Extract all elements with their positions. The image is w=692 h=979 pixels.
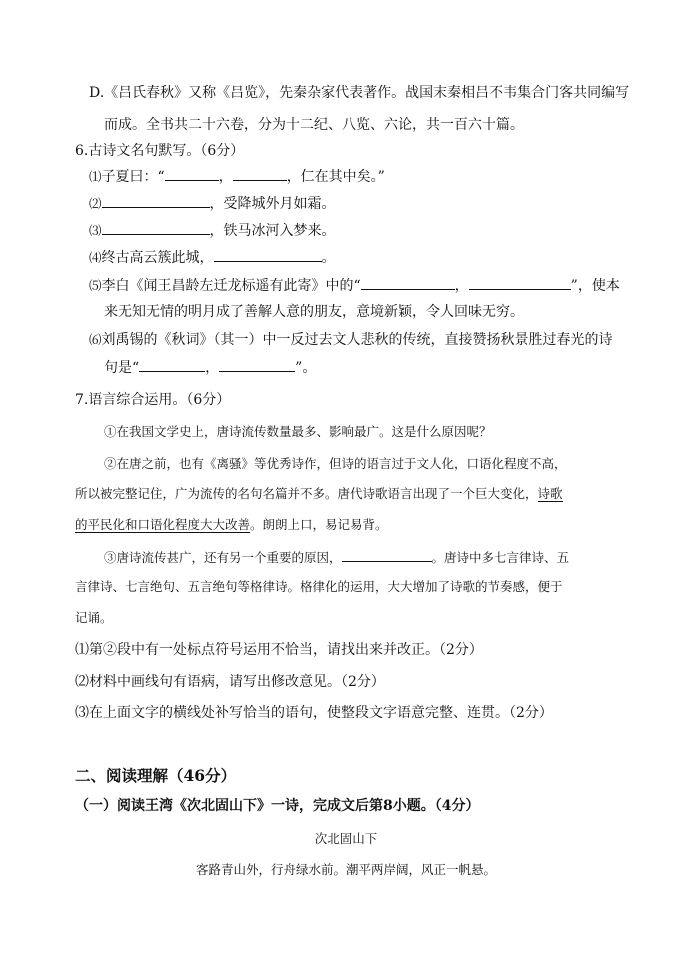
q7-para1: ①在我国文学史上，唐诗流传数量最多、影响最广。这是什么原因呢？ bbox=[104, 424, 492, 439]
answer-blank[interactable] bbox=[233, 166, 287, 181]
q7-para2-line1: ②在唐之前，也有《离骚》等优秀诗作，但诗的语言过于文人化，口语化程度不高， bbox=[104, 456, 567, 471]
q6-item3-num: ⑶ bbox=[89, 223, 102, 238]
q6-item5 bbox=[89, 275, 620, 296]
q6-title: 6.古诗文名句默写。（6分） bbox=[75, 143, 245, 159]
answer-blank[interactable] bbox=[102, 220, 210, 235]
q7-para3-post: 。唐诗中多七言律诗、五 bbox=[431, 550, 570, 565]
answer-blank[interactable] bbox=[102, 193, 210, 208]
underlined-sentence: 诗歌 bbox=[537, 486, 563, 501]
q6-item1-pre: 子夏曰：“ bbox=[101, 169, 165, 185]
q7-para2-line2 bbox=[75, 484, 563, 504]
q6-item4 bbox=[89, 247, 336, 268]
answer-blank[interactable] bbox=[342, 547, 432, 562]
q6-item1 bbox=[89, 166, 385, 187]
q7-title: 7.语言综合运用。（6分） bbox=[75, 392, 231, 408]
q7-para3-line3: 记诵。 bbox=[75, 610, 113, 625]
q6-item6-num: ⑹ bbox=[89, 332, 102, 347]
q6-item5-post: ”，使本 bbox=[570, 278, 620, 294]
q7-para3-line2: 言律诗、七言绝句、五言绝句等格律诗。格律化的运用，大大增加了诗歌的节奏感，便于 bbox=[75, 579, 563, 594]
q6-item5-line2: 来无知无情的明月成了善解人意的朋友，意境新颖，令人回味无穷。 bbox=[104, 304, 524, 320]
q7-para3-pre: ③唐诗流传甚广，还有另一个重要的原因， bbox=[104, 550, 342, 565]
poem-line1: 客路青山外，行舟绿水前。潮平两岸阔，风正一帆悬。 bbox=[195, 862, 496, 877]
q7-para2-line2-text: 所以被完整记住，广为流传的名句名篇并不多。唐代诗歌语言出现了一个巨大变化， bbox=[75, 486, 538, 501]
q7-sub3: ⑶在上面文字的横线处补写恰当的语句，使整段文字语意完整、连贯。（2分） bbox=[75, 705, 553, 721]
q7-para2-line3-text: 。朗朗上口，易记易背。 bbox=[250, 517, 388, 532]
answer-blank[interactable] bbox=[139, 357, 205, 372]
q6-item1-sep: ， bbox=[218, 169, 233, 185]
q6-item5-num: ⑸ bbox=[89, 278, 102, 293]
q6-item6-post: ”。 bbox=[295, 360, 317, 376]
q6-item2 bbox=[89, 193, 336, 214]
answer-blank[interactable] bbox=[361, 275, 455, 290]
q6-item6 bbox=[89, 330, 613, 350]
section-2-subtitle: （一）阅读王湾《次北固山下》一诗，完成文后第8小题。（4分） bbox=[75, 798, 480, 814]
q6-item3 bbox=[89, 220, 336, 241]
q7-sub2: ⑵材料中画线句有语病，请写出修改意见。（2分） bbox=[75, 674, 385, 690]
section-2-title: 二、阅读理解（46分） bbox=[75, 766, 237, 785]
answer-blank[interactable] bbox=[214, 247, 322, 262]
answer-blank[interactable] bbox=[219, 357, 295, 372]
q6-item3-post: ，铁马冰河入梦来。 bbox=[209, 223, 336, 239]
q6-item5-sep: ， bbox=[454, 278, 469, 294]
poem-title: 次北固山下 bbox=[314, 831, 378, 846]
q7-sub1: ⑴第②段中有一处标点符号运用不恰当，请找出来并改正。（2分） bbox=[75, 642, 483, 658]
q6-item5-pre: 李白《闻王昌龄左迁龙标遥有此寄》中的“ bbox=[101, 278, 361, 294]
q6-item1-post: ，仁在其中矣。” bbox=[286, 169, 385, 185]
q6-item2-num: ⑵ bbox=[89, 196, 102, 211]
answer-blank[interactable] bbox=[469, 275, 571, 290]
q6-item6-pre: 句是“ bbox=[104, 360, 140, 376]
option-d-line1: D.《吕氏春秋》又称《吕览》，先秦杂家代表著作。战国末秦相吕不韦集合门客共同编写 bbox=[89, 85, 630, 101]
answer-blank[interactable] bbox=[165, 166, 219, 181]
option-d-line2: 而成。全书共二十六卷，分为十二纪、八览、六论，共一百六十篇。 bbox=[104, 117, 524, 133]
q6-item6-line2 bbox=[104, 357, 316, 378]
underlined-sentence: 的平民化和口语化程度大大改善 bbox=[75, 517, 251, 532]
q7-para2-line3 bbox=[75, 515, 388, 535]
q6-item2-post: ，受降城外月如霜。 bbox=[209, 196, 336, 212]
q6-item4-num: ⑷ bbox=[89, 250, 102, 265]
q6-item1-num: ⑴ bbox=[89, 169, 102, 184]
q7-para3-line1 bbox=[104, 547, 569, 568]
q6-item6-line1: 刘禹锡的《秋词》（其一）中一反过去文人悲秋的传统，直接赞扬秋景胜过春光的诗 bbox=[101, 332, 613, 348]
q6-item6-sep: ， bbox=[205, 360, 220, 376]
q6-item4-pre: 终古高云簇此城， bbox=[101, 250, 214, 266]
q6-item4-post: 。 bbox=[321, 250, 336, 266]
